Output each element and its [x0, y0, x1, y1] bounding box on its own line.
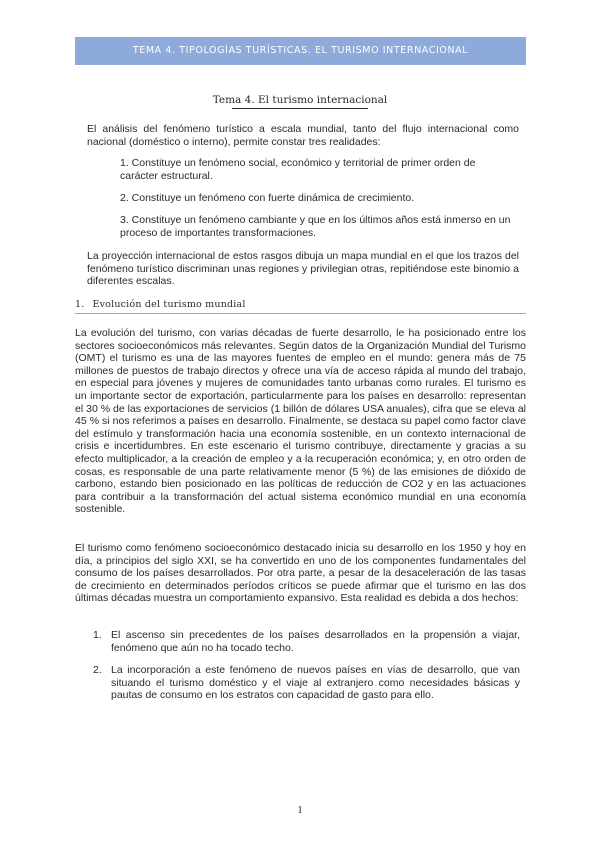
reality-item-1: 1. Constituye un fenómeno social, económico y territorial de primer orden de carácter estructural. [120, 157, 476, 182]
header-banner: TEMA 4. TIPOLOGÍAS TURÍSTICAS. EL TURISMO INTERNACIONAL [75, 37, 526, 65]
reality-item-2: 2. Constituye un fenómeno con fuerte dinámica de crecimiento. [120, 192, 415, 204]
section-underline [75, 313, 526, 314]
evolution-paragraph-2: El turismo como fenómeno socioeconómico destacado inicia su desarrollo en los 1950 y hoy en día, a principios del siglo XXI, se ha convertido en uno de los componentes fundamentales del consumo de los países desarrollados. Por otra parte, a pesar de la desaceleración de las tasas de crecimiento en determinados períodos críticos se puede afirmar que el turismo en las dos últimas décadas muestra un comportamiento expansivo. Esta realidad es debida a dos hechos: [75, 542, 526, 605]
title-underline [232, 108, 368, 109]
fact-number-2: 2. [93, 664, 102, 676]
fact-item-1: El ascenso sin precedentes de los países desarrollados en la propensión a viajar, fenómeno que aún no ha tocado techo. [111, 629, 520, 654]
fact-number-1: 1. [93, 629, 102, 641]
intro-paragraph: El análisis del fenómeno turístico a escala mundial, tanto del flujo internacional como nacional (doméstico o interno), permite constar tres realidades: [87, 123, 519, 148]
projection-paragraph: La proyección internacional de estos rasgos dibuja un mapa mundial en el que los trazos del fenómeno turístico discriminan unas regiones y privilegian otras, repitiéndose este binomio a diferentes escalas. [87, 250, 519, 288]
evolution-paragraph-1: La evolución del turismo, con varias décadas de fuerte desarrollo, le ha posicionado entre los sectores socioeconómicos más relevantes. Según datos de la Organización Mundial del Turismo (OMT) el turismo es una de las mayores fuentes de empleo en el mundo: genera más de 75 millones de puestos de trabajo directos y ofrece una vía de acceso rápida al mundo del trabajo, en especial para jóvenes y mujeres de comunidades tanto urbanas como rurales. El turismo es un importante sector de exportación, particularmente para los países en desarrollo: representan el 30 % de las exportaciones de servicios (1 billón de dólares USA anuales), cifra que se eleva al 45 % si nos referimos a países en desarrollo. Finalmente, se destaca su papel como factor clave del estímulo y transformación hacia una economía sostenible, en un contexto internacional de crisis e incertidumbres. En este escenario el turismo contribuye, directamente y gracias a su efecto multiplicador, a la creación de empleo y a la recuperación económica; y, en otro orden de cosas, es responsable de una parte relativamente menor (5 %) de las emisiones de dióxido de carbono, estando bien posicionado en las políticas de reducción de CO2 y en las actuaciones para contribuir a la transformación del actual sistema económico mundial en una economía sostenible. [75, 327, 526, 516]
page-title: Tema 4. El turismo internacional [212, 94, 388, 106]
section-number: 1. [75, 299, 85, 310]
section-title: Evolución del turismo mundial [92, 299, 246, 310]
reality-item-3: 3. Constituye un fenómeno cambiante y que en los últimos años está inmerso en un proceso de importantes transformaciones. [120, 214, 511, 239]
fact-item-2: La incorporación a este fenómeno de nuevos países en vías de desarrollo, que van situando el turismo doméstico y el viaje al extranjero como necesidades básicas y pautas de consumo en los estratos con capacidad de gasto para ello. [111, 664, 520, 702]
page-number: 1 [297, 804, 303, 816]
section-heading [75, 299, 526, 310]
